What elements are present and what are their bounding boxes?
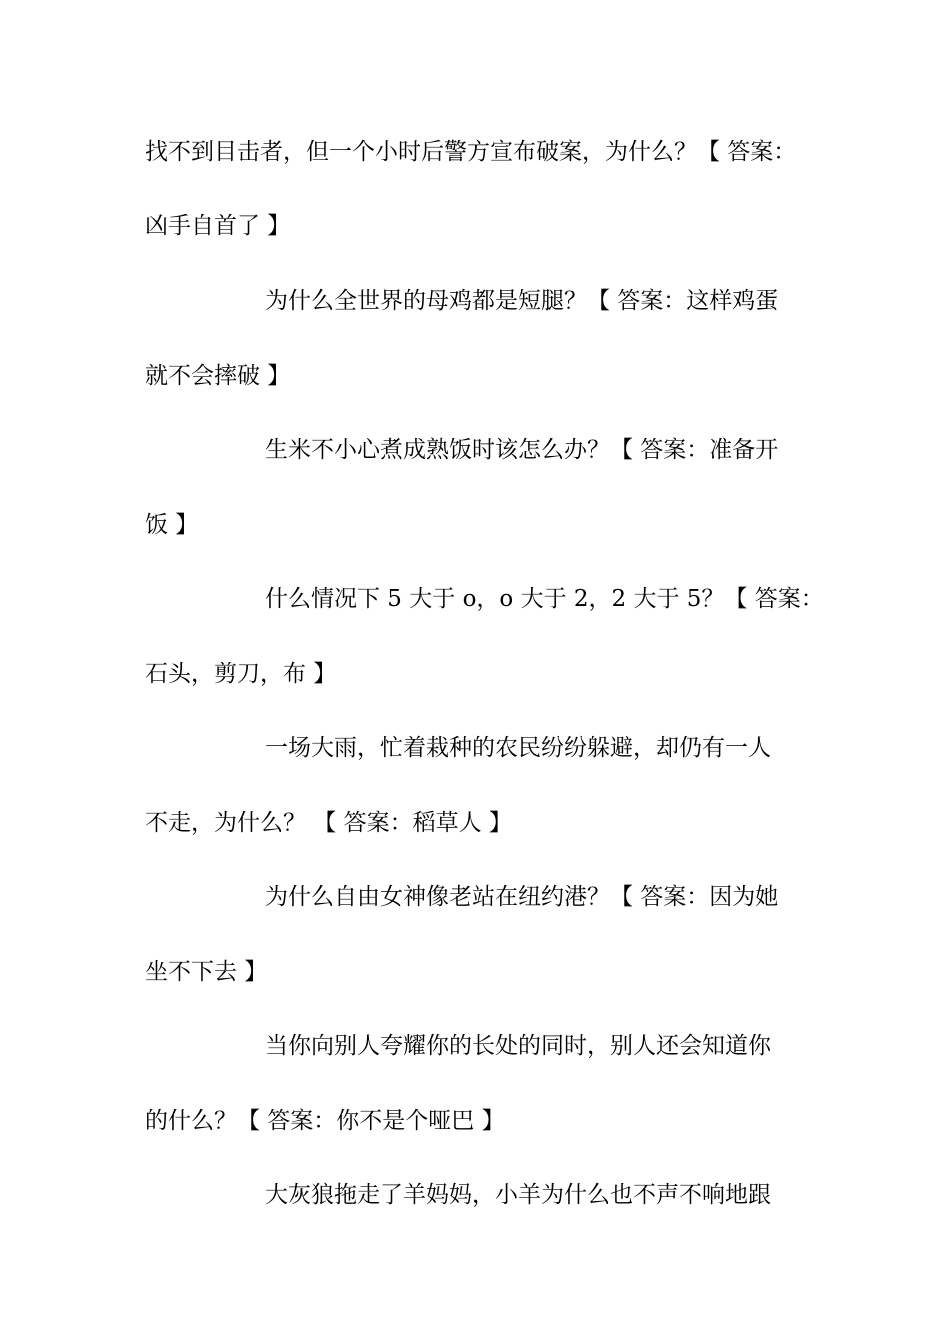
- text-line: 就不会摔破 】: [145, 363, 291, 389]
- text-line-indented: 什么情况下 5 大于 o，o 大于 2，2 大于 5？【 答案：: [265, 586, 824, 612]
- text-line-indented: 一场大雨，忙着栽种的农民纷纷躲避，却仍有一人: [265, 735, 771, 761]
- text-line-indented: 当你向别人夸耀你的长处的同时，别人还会知道你: [265, 1033, 771, 1059]
- text-line: 找不到目击者，但一个小时后警方宣布破案，为什么？【 答案：: [145, 139, 797, 165]
- text-line-indented: 为什么全世界的母鸡都是短腿？【 答案：这样鸡蛋: [265, 288, 779, 314]
- text-line: 石头，剪刀，布 】: [145, 661, 337, 687]
- text-line-indented: 生米不小心煮成熟饭时该怎么办？【 答案：准备开: [265, 437, 779, 463]
- text-line: 不走，为什么？ 【 答案：稻草人 】: [145, 810, 512, 836]
- text-line: 的什么？【 答案：你不是个哑巴 】: [145, 1108, 505, 1134]
- text-line-indented: 大灰狼拖走了羊妈妈，小羊为什么也不声不响地跟: [265, 1182, 771, 1208]
- text-line: 凶手自首了 】: [145, 213, 291, 239]
- text-line: 饭 】: [145, 512, 199, 538]
- text-line: 坐不下去 】: [145, 959, 268, 985]
- text-line-indented: 为什么自由女神像老站在纽约港？【 答案：因为她: [265, 884, 779, 910]
